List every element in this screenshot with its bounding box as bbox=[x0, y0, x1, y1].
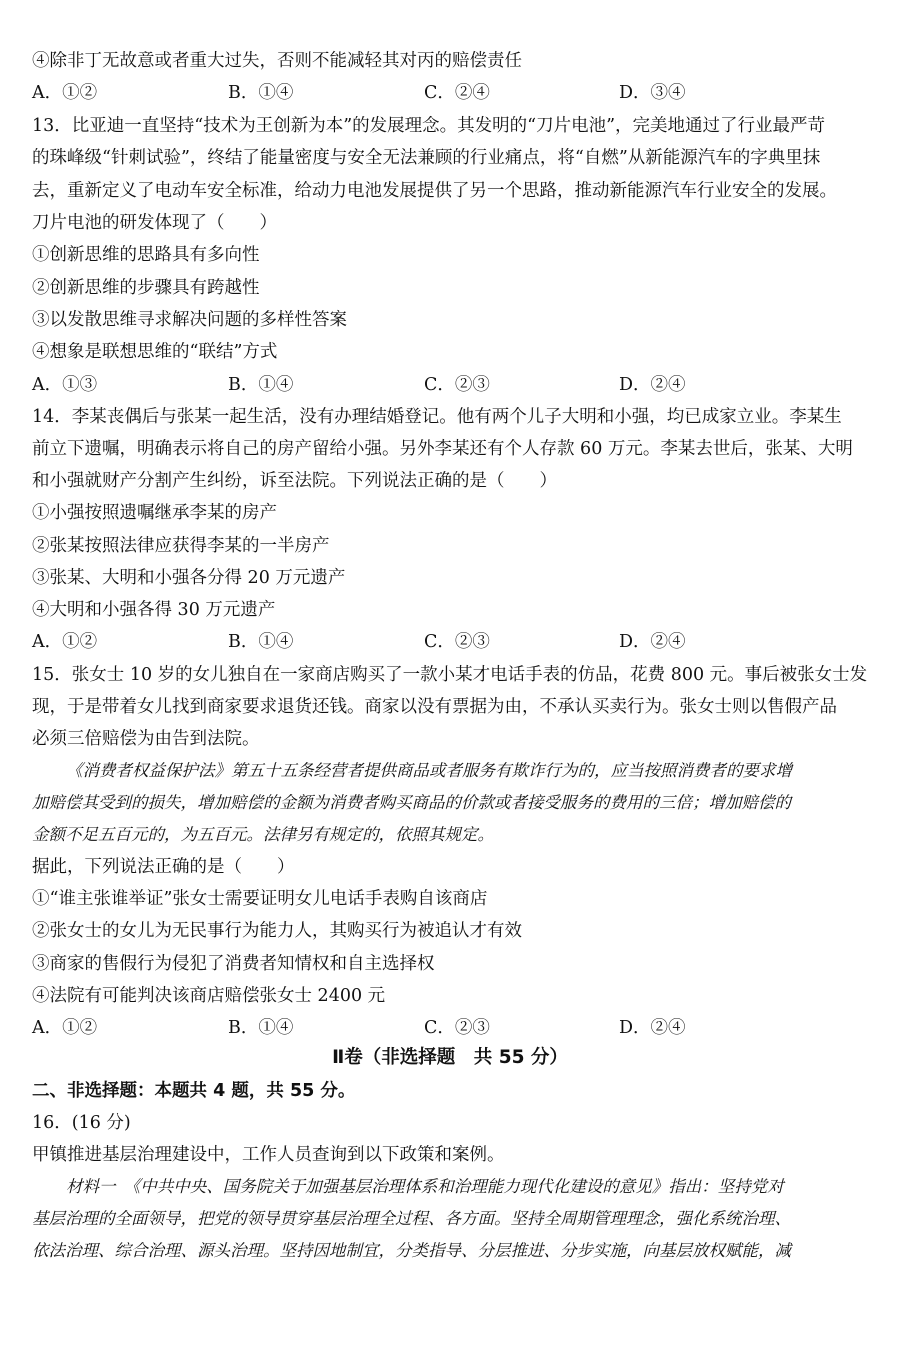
q13-stem-line-4: 刀片电池的研发体现了（ ） bbox=[32, 213, 277, 233]
q15-law-line-3: 金额不足五百元的，为五百元。法律另有规定的，依照其规定。 bbox=[32, 825, 494, 844]
q13-item-3: ③以发散思维寻求解决问题的多样性答案 bbox=[32, 310, 347, 330]
q14-item-2: ②张某按照法律应获得李某的一半房产 bbox=[32, 536, 330, 556]
option-d: D．③④ bbox=[619, 83, 686, 103]
q13-stem-line-1: 13．比亚迪一直坚持“技术为王创新为本”的发展理念。其发明的“刀片电池”，完美地通过了行业最严苛 bbox=[32, 116, 826, 136]
option-d: D．②④ bbox=[619, 1018, 686, 1038]
q15-item-4: ④法院有可能判决该商店赔偿张女士 2400 元 bbox=[32, 986, 386, 1006]
section-2-heading: 二、非选择题：本题共 4 题，共 55 分。 bbox=[32, 1081, 356, 1101]
q16-material-line-2: 基层治理的全面领导，把党的领导贯穿基层治理全过程、各方面。坚持全周期管理理念，强化系统治理、 bbox=[32, 1209, 791, 1228]
q15-item-2: ②张女士的女儿为无民事行为能力人，其购买行为被追认才有效 bbox=[32, 921, 522, 941]
q14-item-1: ①小强按照遗嘱继承李某的房产 bbox=[32, 503, 277, 523]
q14-item-3: ③张某、大明和小强各分得 20 万元遗产 bbox=[32, 568, 346, 588]
q15-stem-line-2: 现，于是带着女儿找到商家要求退货还钱。商家以没有票据为由，不承认买卖行为。张女士则以售假产品 bbox=[32, 697, 837, 717]
option-c: C．②③ bbox=[424, 375, 490, 395]
option-d: D．②④ bbox=[619, 375, 686, 395]
q15-stem-question: 据此，下列说法正确的是（ ） bbox=[32, 857, 295, 877]
q13-item-1: ①创新思维的思路具有多向性 bbox=[32, 245, 260, 265]
q15-law-line-2: 加赔偿其受到的损失，增加赔偿的金额为消费者购买商品的价款或者接受服务的费用的三倍；增加赔偿的 bbox=[32, 793, 791, 812]
option-a: A．①② bbox=[32, 83, 98, 103]
option-b: B．①④ bbox=[228, 83, 294, 103]
option-a: A．①② bbox=[32, 1018, 98, 1038]
q12-options bbox=[32, 82, 872, 104]
option-d: D．②④ bbox=[619, 632, 686, 652]
option-c: C．②③ bbox=[424, 632, 490, 652]
q15-item-3: ③商家的售假行为侵犯了消费者知情权和自主选择权 bbox=[32, 954, 435, 974]
q16-material-line-3: 依法治理、综合治理、源头治理。坚持因地制宜，分类指导、分层推进、分步实施，向基层放权赋能，减 bbox=[32, 1241, 791, 1260]
q16-material-line-1: 材料一 《中共中央、国务院关于加强基层治理体系和治理能力现代化建设的意见》指出：坚持党对 bbox=[66, 1177, 784, 1196]
option-b: B．①④ bbox=[228, 375, 294, 395]
q14-options bbox=[32, 631, 872, 653]
q15-law-line-1: 《消费者权益保护法》第五十五条经营者提供商品或者服务有欺诈行为的，应当按照消费者的要求增 bbox=[66, 761, 792, 780]
q13-item-4: ④想象是联想思维的“联结”方式 bbox=[32, 342, 278, 362]
q14-stem-line-1: 14．李某丧偶后与张某一起生活，没有办理结婚登记。他有两个儿子大明和小强，均已成家立业。李某生 bbox=[32, 407, 842, 427]
q13-stem-line-2: 的珠峰级“针刺试验”，终结了能量密度与安全无法兼顾的行业痛点，将“自燃”从新能源汽车的字典里抹 bbox=[32, 148, 821, 168]
option-b: B．①④ bbox=[228, 632, 294, 652]
q15-item-1: ①“谁主张谁举证”张女士需要证明女儿电话手表购自该商店 bbox=[32, 889, 488, 909]
q16-intro: 甲镇推进基层治理建设中，工作人员查询到以下政策和案例。 bbox=[32, 1145, 505, 1165]
option-a: A．①③ bbox=[32, 375, 98, 395]
q13-stem-line-3: 去，重新定义了电动车安全标准，给动力电池发展提供了另一个思路，推动新能源汽车行业安全的发展。 bbox=[32, 181, 837, 201]
q15-stem-line-1: 15．张女士 10 岁的女儿独自在一家商店购买了一款小某才电话手表的仿品，花费 800 元。事后被张女士发 bbox=[32, 665, 868, 685]
q16-number: 16．(16 分) bbox=[32, 1113, 131, 1133]
q15-stem-line-3: 必须三倍赔偿为由告到法院。 bbox=[32, 729, 260, 749]
q13-item-2: ②创新思维的步骤具有跨越性 bbox=[32, 278, 260, 298]
q14-item-4: ④大明和小强各得 30 万元遗产 bbox=[32, 600, 276, 620]
q12-item-4: ④除非丁无故意或者重大过失，否则不能减轻其对丙的赔偿责任 bbox=[32, 51, 522, 71]
q14-stem-line-2: 前立下遗嘱，明确表示将自己的房产留给小强。另外李某还有个人存款 60 万元。李某去世后，张某、大明 bbox=[32, 439, 853, 459]
option-b: B．①④ bbox=[228, 1018, 294, 1038]
q14-stem-line-3: 和小强就财产分割产生纠纷，诉至法院。下列说法正确的是（ ） bbox=[32, 471, 557, 491]
section-2-title: Ⅱ卷（非选择题 共 55 分） bbox=[332, 1047, 568, 1068]
q13-options bbox=[32, 374, 872, 396]
option-a: A．①② bbox=[32, 632, 98, 652]
q15-options bbox=[32, 1017, 872, 1039]
option-c: C．②③ bbox=[424, 1018, 490, 1038]
option-c: C．②④ bbox=[424, 83, 490, 103]
